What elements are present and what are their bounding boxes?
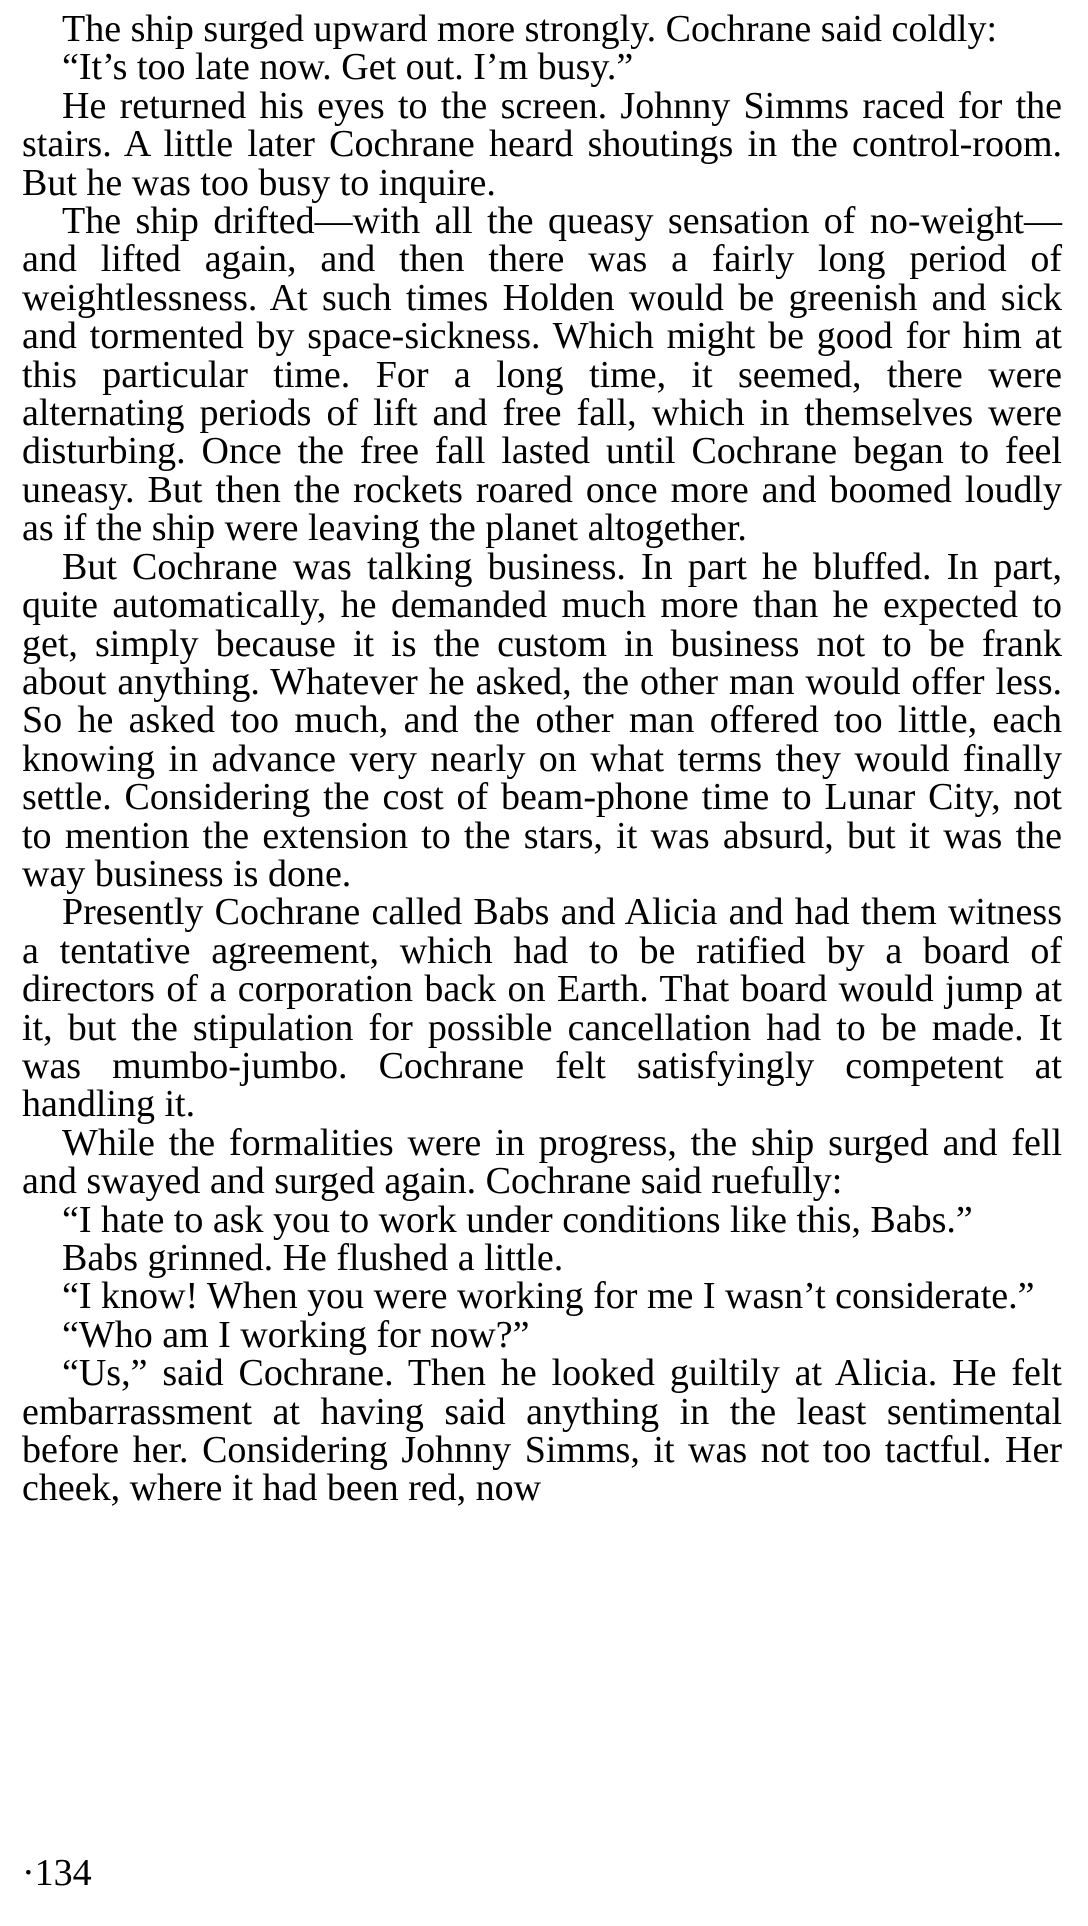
paragraph-3: He returned his eyes to the screen. Johnny Simms raced for the stairs. A little later Cochrane heard shoutings in the control-room. But he was too busy to inquire. bbox=[22, 84, 1062, 204]
paragraph-7: While the formalities were in progress, the ship surged and fell and swayed and surged again. Cochrane said ruefully: bbox=[22, 1121, 1062, 1203]
paragraph-4: The ship drifted—with all the queasy sensation of no-weight—and lifted again, and then there was a fairly long period of weightlessness. At such times Holden would be greenish and sick and tormented by space-sickness. Which might be good for him at this particular time. For a long time, it seemed, there were alternating periods of lift and free fall, which in themselves were disturbing. Once the free fall lasted until Cochrane began to feel uneasy. But then the rockets roared once more and boomed loudly as if the ship were leaving the planet altogether. bbox=[22, 200, 1062, 550]
paragraph-1: The ship surged upward more strongly. Cochrane said coldly: bbox=[62, 8, 998, 50]
paragraph-10: “I know! When you were working for me I wasn’t considerate.” bbox=[62, 1275, 1035, 1318]
paragraph-2: “It’s too late now. Get out. I’m busy.” bbox=[62, 46, 634, 89]
page-number: ·134 bbox=[22, 1852, 92, 1894]
paragraph-5: But Cochrane was talking business. In part he bluffed. In part, quite automatically, he demanded much more than he expected to get, simply because it is the custom in business not to be frank about anything. Whatever he asked, the other man would offer less. So he asked too much, and the other man offered too little, each knowing in advance very nearly on what terms they would finally settle. Considering the cost of beam-phone time to Lunar City, not to mention the extension to the stars, it was absurd, but it was the way business is done. bbox=[22, 545, 1062, 895]
paragraph-9: Babs grinned. He flushed a little. bbox=[62, 1237, 564, 1279]
book-page-text bbox=[22, 10, 1062, 1508]
paragraph-6: Presently Cochrane called Babs and Alicia and had them witness a tentative agreement, which had to be ratified by a board of directors of a corporation back on Earth. That board would jump at it, but the stipulation for possible cancellation had to be made. It was mumbo-jumbo. Cochrane felt satisfyingly competent at handling it. bbox=[22, 891, 1062, 1126]
paragraph-11: “Who am I working for now?” bbox=[62, 1313, 530, 1356]
paragraph-8: “I hate to ask you to work under conditions like this, Babs.” bbox=[62, 1198, 973, 1241]
paragraph-12: “Us,” said Cochrane. Then he looked guiltily at Alicia. He felt embarrassment at having said anything in the least sentimental before her. Considering Johnny Simms, it was not too tactful. Her cheek, where it had been red, now bbox=[22, 1352, 1062, 1510]
